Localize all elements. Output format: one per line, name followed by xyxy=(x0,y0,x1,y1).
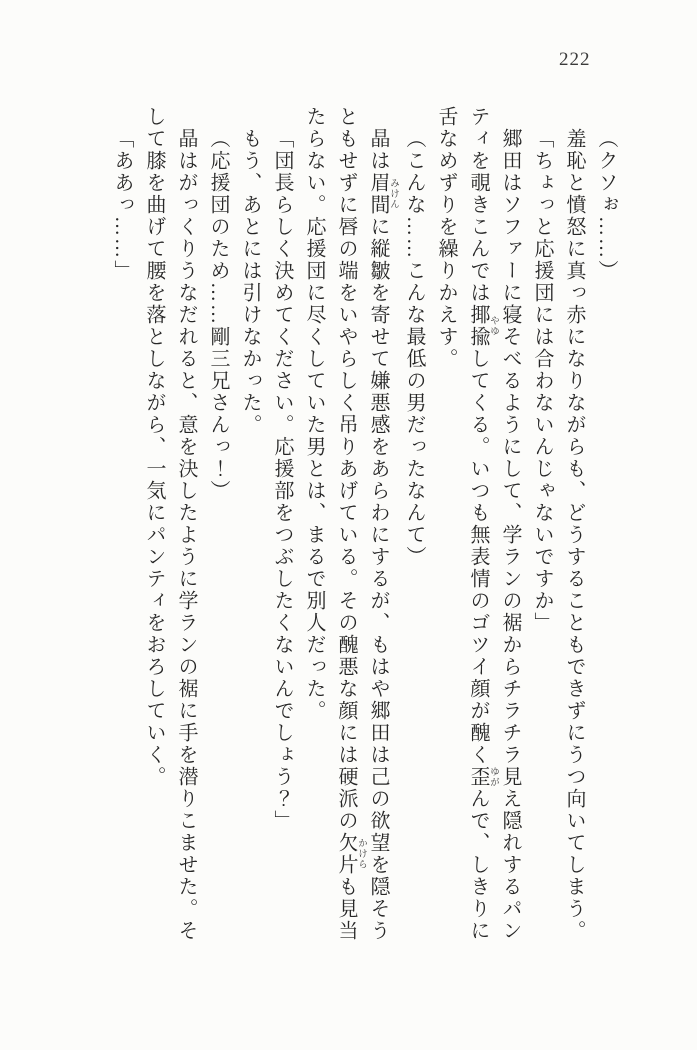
paragraph: 「ああっ……」 xyxy=(111,128,133,282)
page-number: 222 xyxy=(559,49,591,70)
paragraph: （クソぉ……） xyxy=(595,128,617,282)
paragraph: 晶は眉間 みけんに縦皺を寄せて嫌悪感をあらわにするが、もはや郷田は己の欲望を隠そうともせずに唇の端をいやらしく吊りあげている。その醜悪な顔には硬派の欠片 かけらも見当たらない。応援団に尽くしていた男とは、まるで別人だった。 xyxy=(303,106,398,942)
paragraph: 晶はがっくりうなだれると、意を決したように学ランの裾に手を潜りこませた。そして膝を曲げて腰を落としながら、一気にパンティをおろしていく。 xyxy=(143,106,197,942)
paragraph: 「ちょっと応援団には合わないんじゃないですか」 xyxy=(531,128,553,634)
furigana-ruby: 欠片 かけら xyxy=(335,832,366,876)
paragraph: （こんな……こんな最低の男だったなんて） xyxy=(403,128,425,568)
paragraph: もう、あとには引けなかった。 xyxy=(239,128,261,436)
furigana-ruby: 眉間 みけん xyxy=(367,172,398,216)
furigana-ruby: 歪 ゆが xyxy=(467,766,498,788)
vertical-text-block xyxy=(106,106,622,952)
paragraph: （応援団のため……剛三兄さんっ！） xyxy=(207,128,229,502)
paragraph: 郷田はソファーに寝そべるようにして、学ランの裾からチラチラ見え隠れするパンティを覗きこんでは揶揄 やゆしてくる。いつも無表情のゴツイ顔が醜く歪 ゆがんで、しきりに舌なめずりを繰りかえす。 xyxy=(435,106,521,942)
paragraph: 羞恥と憤怒に真っ赤になりながらも、どうすることもできずにうつ向いてしまう。 xyxy=(563,128,585,942)
paragraph: 「団長らしく決めてください。応援部をつぶしたくないんでしょう？」 xyxy=(271,128,293,832)
furigana-ruby: 揶揄 やゆ xyxy=(467,304,498,348)
